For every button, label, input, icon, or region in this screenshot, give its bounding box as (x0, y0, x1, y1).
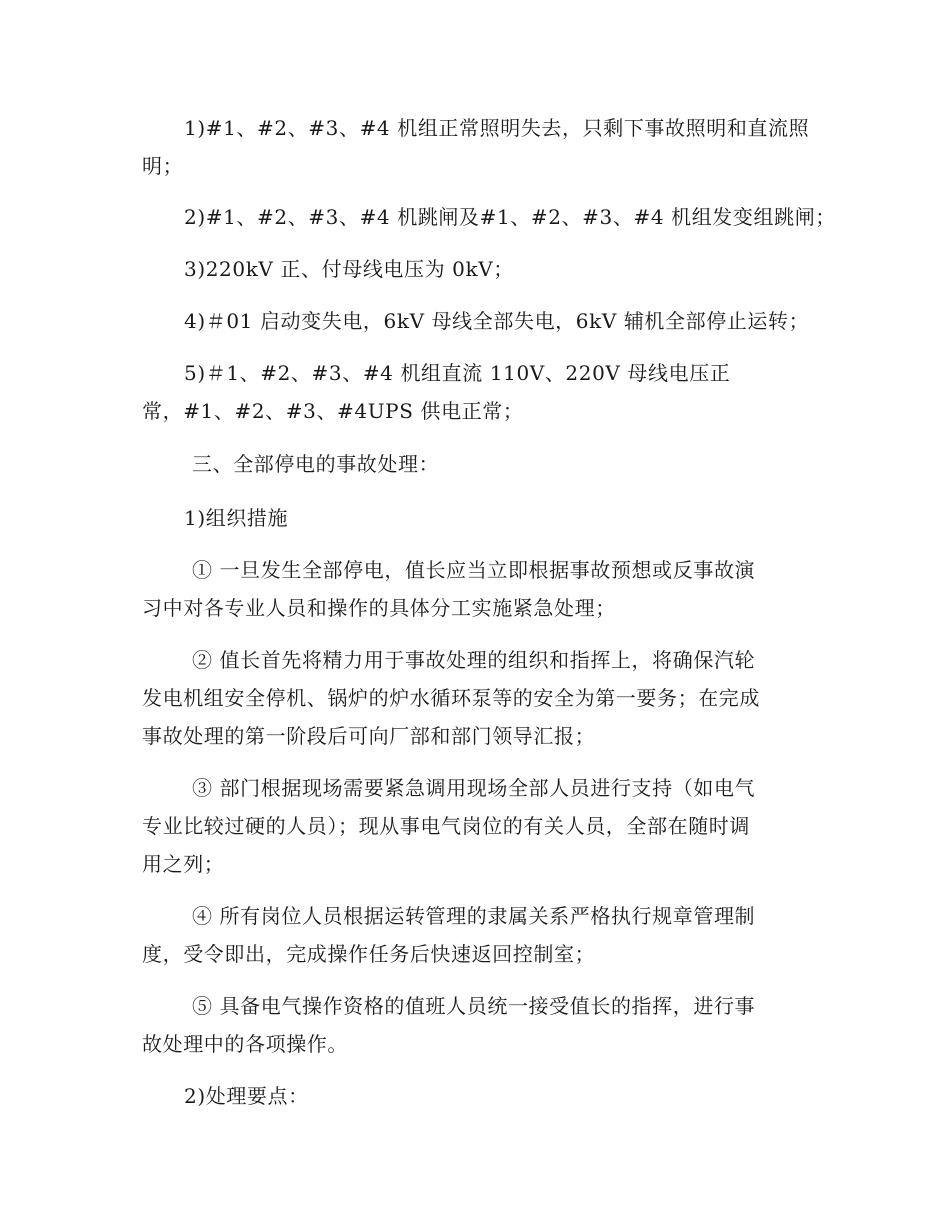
measure-4-line-2: 度，受令即出，完成操作任务后快速返回控制室； (142, 942, 596, 966)
item-5-line-1: 5)＃1、#2、#3、#4 机组直流 110V、220V 母线电压正 (184, 361, 731, 385)
item-3-line: 3)220kV 正、付母线电压为 0kV； (184, 257, 514, 281)
measure-1-line-2: 习中对各专业人员和操作的具体分工实施紧急处理； (142, 596, 616, 620)
item-2-line: 2)#1、#2、#3、#4 机跳闸及#1、#2、#3、#4 机组发变组跳闸； (184, 205, 836, 229)
subsection-key-points: 2)处理要点： (184, 1084, 309, 1108)
measure-3-line-1: ③ 部门根据现场需要紧急调用现场全部人员进行支持（如电气 (192, 776, 756, 800)
measure-4-line-1: ④ 所有岗位人员根据运转管理的隶属关系严格执行规章管理制 (192, 904, 756, 928)
item-5-line-2: 常，#1、#2、#3、#4UPS 供电正常； (142, 399, 524, 423)
item-1-line-1: 1)#1、#2、#3、#4 机组正常照明失去，只剩下事故照明和直流照 (184, 116, 810, 140)
subsection-organization: 1)组织措施 (184, 506, 289, 530)
measure-2-line-3: 事故处理的第一阶段后可向厂部和部门领导汇报； (142, 724, 596, 748)
measure-1-line-1: ① 一旦发生全部停电，值长应当立即根据事故预想或反事故演 (192, 558, 756, 582)
measure-2-line-1: ② 值长首先将精力用于事故处理的组织和指挥上，将确保汽轮 (192, 648, 756, 672)
measure-3-line-3: 用之列； (142, 852, 225, 876)
item-1-line-2: 明； (142, 154, 184, 178)
measure-3-line-2: 专业比较过硬的人员）；现从事电气岗位的有关人员，全部在随时调 (142, 814, 750, 838)
item-4-line: 4)＃01 启动变失电，6kV 母线全部失电，6kV 辅机全部停止运转； (184, 309, 810, 333)
section-heading: 三、全部停电的事故处理： (192, 452, 440, 476)
measure-5-line-1: ⑤ 具备电气操作资格的值班人员统一接受值长的指挥，进行事 (192, 994, 756, 1018)
measure-5-line-2: 故处理中的各项操作。 (142, 1032, 348, 1056)
measure-2-line-2: 发电机组安全停机、锅炉的炉水循环泵等的安全为第一要务；在完成 (142, 686, 760, 710)
